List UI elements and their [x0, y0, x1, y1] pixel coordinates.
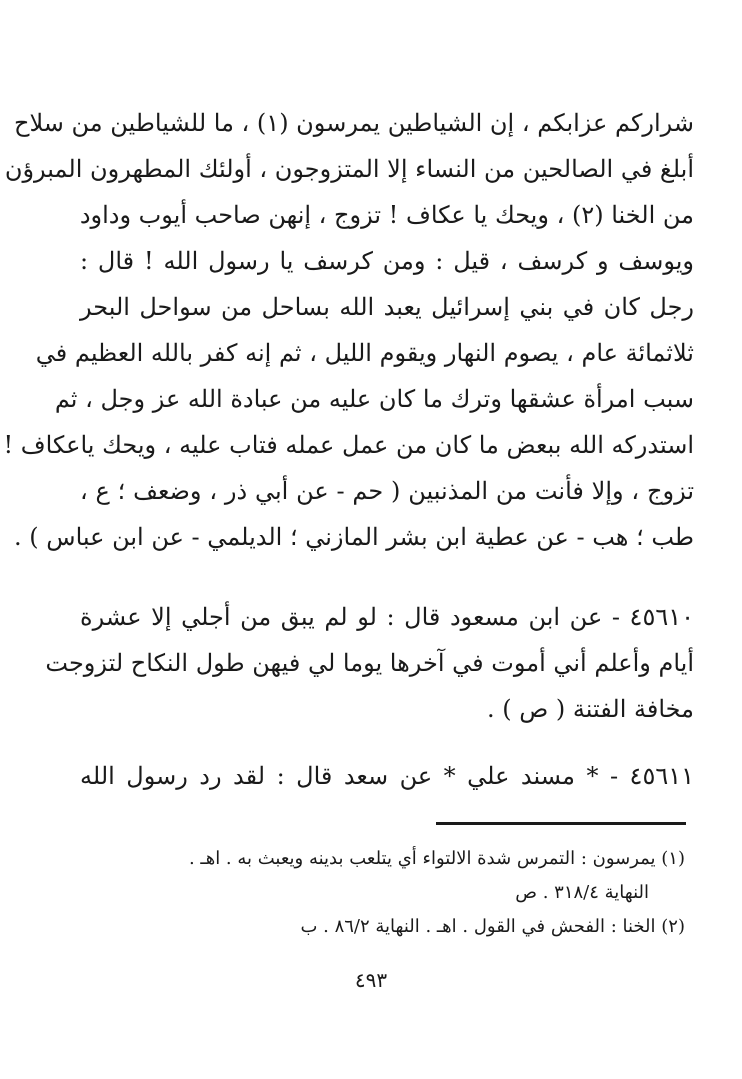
text-line: تزوج ، وإلا فأنت من المذنبين ( حم - عن أبي ذر ، وضعف ؛ ع ،: [80, 477, 694, 505]
footnote-line: (٢) الخنا : الفحش في القول . اهـ . النهاية ٨٦/٢ . ب: [300, 916, 685, 937]
text-line: ٤٥٦١١ - * مسند علي * عن سعد قال : لقد رد رسول الله: [80, 762, 694, 790]
text-line: أبلغ في الصالحين من النساء إلا المتزوجون ، أولئك المطهرون المبرؤن: [4, 155, 694, 183]
text-line: رجل كان في بني إسرائيل يعبد الله بساحل من سواحل البحر: [80, 293, 694, 321]
text-line: ٤٥٦١٠ - عن ابن مسعود قال : لو لم يبق من أجلي إلا عشرة: [80, 603, 694, 631]
text-line: مخافة الفتنة ( ص ) .: [487, 695, 694, 723]
text-line: أيام وأعلم أني أموت في آخرها يوما لي فيهن طول النكاح لتزوجت: [45, 649, 694, 677]
text-line: شراركم عزابكم ، إن الشياطين يمرسون (١) ، ما للشياطين من سلاح: [13, 109, 694, 137]
footnote-line: (١) يمرسون : التمرس شدة الالتواء أي يتلعب بدينه ويعبث به . اهـ .: [188, 848, 685, 869]
hadith-continuation-paragraph: [3, 100, 694, 560]
text-line: ويوسف و كرسف ، قيل : ومن كرسف يا رسول الله ! قال :: [80, 247, 694, 275]
footnotes: [60, 842, 685, 944]
text-line: استدركه الله ببعض ما كان من عمل عمله فتاب عليه ، ويحك ياعكاف !: [3, 431, 694, 459]
hadith-45610-paragraph: [45, 594, 694, 732]
text-line: طب ؛ هب - عن عطية ابن بشر المازني ؛ الديلمي - عن ابن عباس ) .: [14, 523, 694, 551]
page-number: ٤٩٣: [354, 968, 388, 992]
text-line: من الخنا (٢) ، ويحك يا عكاف ! تزوج ، إنهن صاحب أيوب وداود: [79, 201, 694, 229]
text-line: ثلاثمائة عام ، يصوم النهار ويقوم الليل ، ثم إنه كفر بالله العظيم في: [35, 339, 694, 367]
hadith-45611-paragraph: [80, 753, 694, 799]
footnote-divider: [436, 822, 686, 825]
text-line: سبب امرأة عشقها وترك ما كان عليه من عبادة الله عز وجل ، ثم: [54, 385, 694, 413]
footnote-line: النهاية ٣١٨/٤ . ص: [515, 882, 649, 903]
